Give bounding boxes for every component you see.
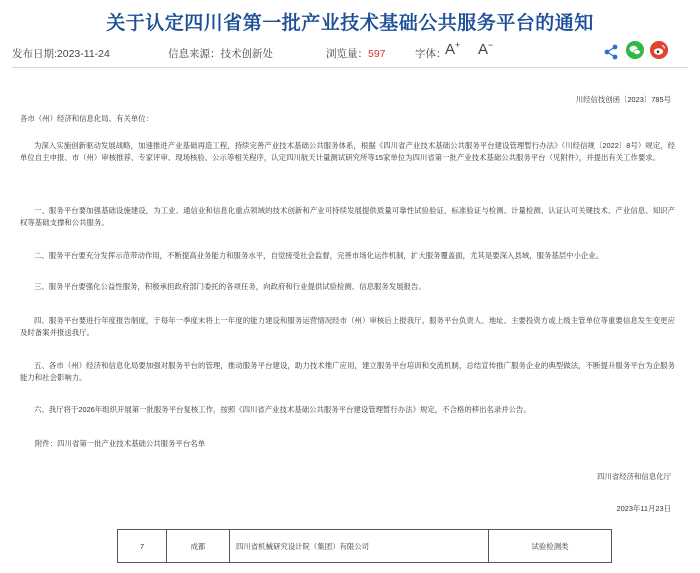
paragraph-intro: 为深入实施创新驱动发展战略，加速推进产业基础再造工程，持续完善产业技术基础公共服务体系，根据《四川省产业技术基础公共服务平台建设管理暂行办法》（川经信规〔2022〕8号）规定，经单位自主申报、市（州）审核推荐、专家评审、现场核验、公示等相关程序，认定四川航天计量测试研究所等15家单位为四川省第一批产业技术基础公共服务平台（见附件），并提出有关工作要求。 — [20, 141, 675, 162]
font-decrease-letter: A — [478, 41, 489, 58]
table-row — [118, 530, 612, 563]
table-cell-organization: 四川省机械研究设计院（集团）有限公司 — [230, 530, 489, 563]
font-size-label: 字体： — [415, 48, 447, 60]
paragraph-item-6: 六、我厅将于2026年组织开展第一批服务平台复核工作，按照《四川省产业技术基础公共服务平台建设管理暂行办法》规定，不合格的移出名录并公告。 — [34, 405, 531, 414]
meta-divider — [12, 67, 688, 68]
page-title: 关于认定四川省第一批产业技术基础公共服务平台的通知 — [106, 13, 594, 34]
paragraph-item-4: 四、服务平台要进行年度报告制度，于每年一季度末将上一年度的能力建设和服务运营情况经市（州）审核后上报我厅。服务平台负责人、地址、主要投资方或上级主管单位等重要信息发生变更应及时备案并报送我厅。 — [20, 316, 675, 337]
document-number: 川经信技创函〔2023〕785号 — [575, 95, 671, 104]
addressee: 各市（州）经济和信息化局、有关单位： — [20, 114, 154, 123]
weibo-icon[interactable] — [650, 41, 668, 59]
views-count: 597 — [368, 48, 386, 60]
paragraph-item-3: 三、服务平台要强化公益性服务，积极承担政府部门委托的各项任务，向政府和行业提供试验检测、信息服务发展报告。 — [34, 282, 426, 291]
issuer-signature: 四川省经济和信息化厅 — [597, 472, 671, 481]
issue-date: 2023年11月23日 — [616, 504, 671, 513]
paragraph-item-1: 一、服务平台要加强基础设施建设，为工业、通信业和信息化重点领域的技术创新和产业可持续发展提供质量可靠性试验验证、标准验证与检测、计量检测、认证认可关键技术、产业信息、知识产权等基础支撑和公共服务。 — [20, 206, 675, 227]
platform-list-table — [117, 529, 612, 563]
font-increase-button[interactable]: A+ — [445, 40, 461, 58]
wechat-icon[interactable] — [626, 41, 644, 59]
views-label: 浏览量： — [326, 48, 368, 60]
paragraph-item-5: 五、各市（州）经济和信息化局要加强对服务平台的管理，推动服务平台建设，助力技术推广应用，建立服务平台培训和交流机制，总结宣传推广服务企业的典型做法，不断提升服务平台为企服务能力和社会影响力。 — [20, 361, 675, 382]
attachment-note: 附件：四川省第一批产业技术基础公共服务平台名单 — [35, 439, 205, 448]
font-decrease-button[interactable]: A− — [478, 40, 494, 58]
share-icon[interactable] — [602, 43, 620, 61]
table-cell-city: 成都 — [167, 530, 230, 563]
table-cell-index: 7 — [118, 530, 167, 563]
article-meta-bar — [0, 40, 700, 64]
publish-date: 发布日期:2023-11-24 — [12, 48, 110, 60]
paragraph-item-2: 二、服务平台要充分发挥示范带动作用，不断提高业务能力和服务水平，自觉接受社会监督，完善市场化运作机制，扩大服务覆盖面，尤其是要深入县域，服务基层中小企业。 — [34, 251, 604, 260]
info-source: 信息来源：技术创新处 — [168, 48, 273, 60]
font-increase-letter: A — [445, 41, 456, 58]
view-count — [326, 46, 386, 61]
table-cell-category: 试验检测类 — [489, 530, 612, 563]
